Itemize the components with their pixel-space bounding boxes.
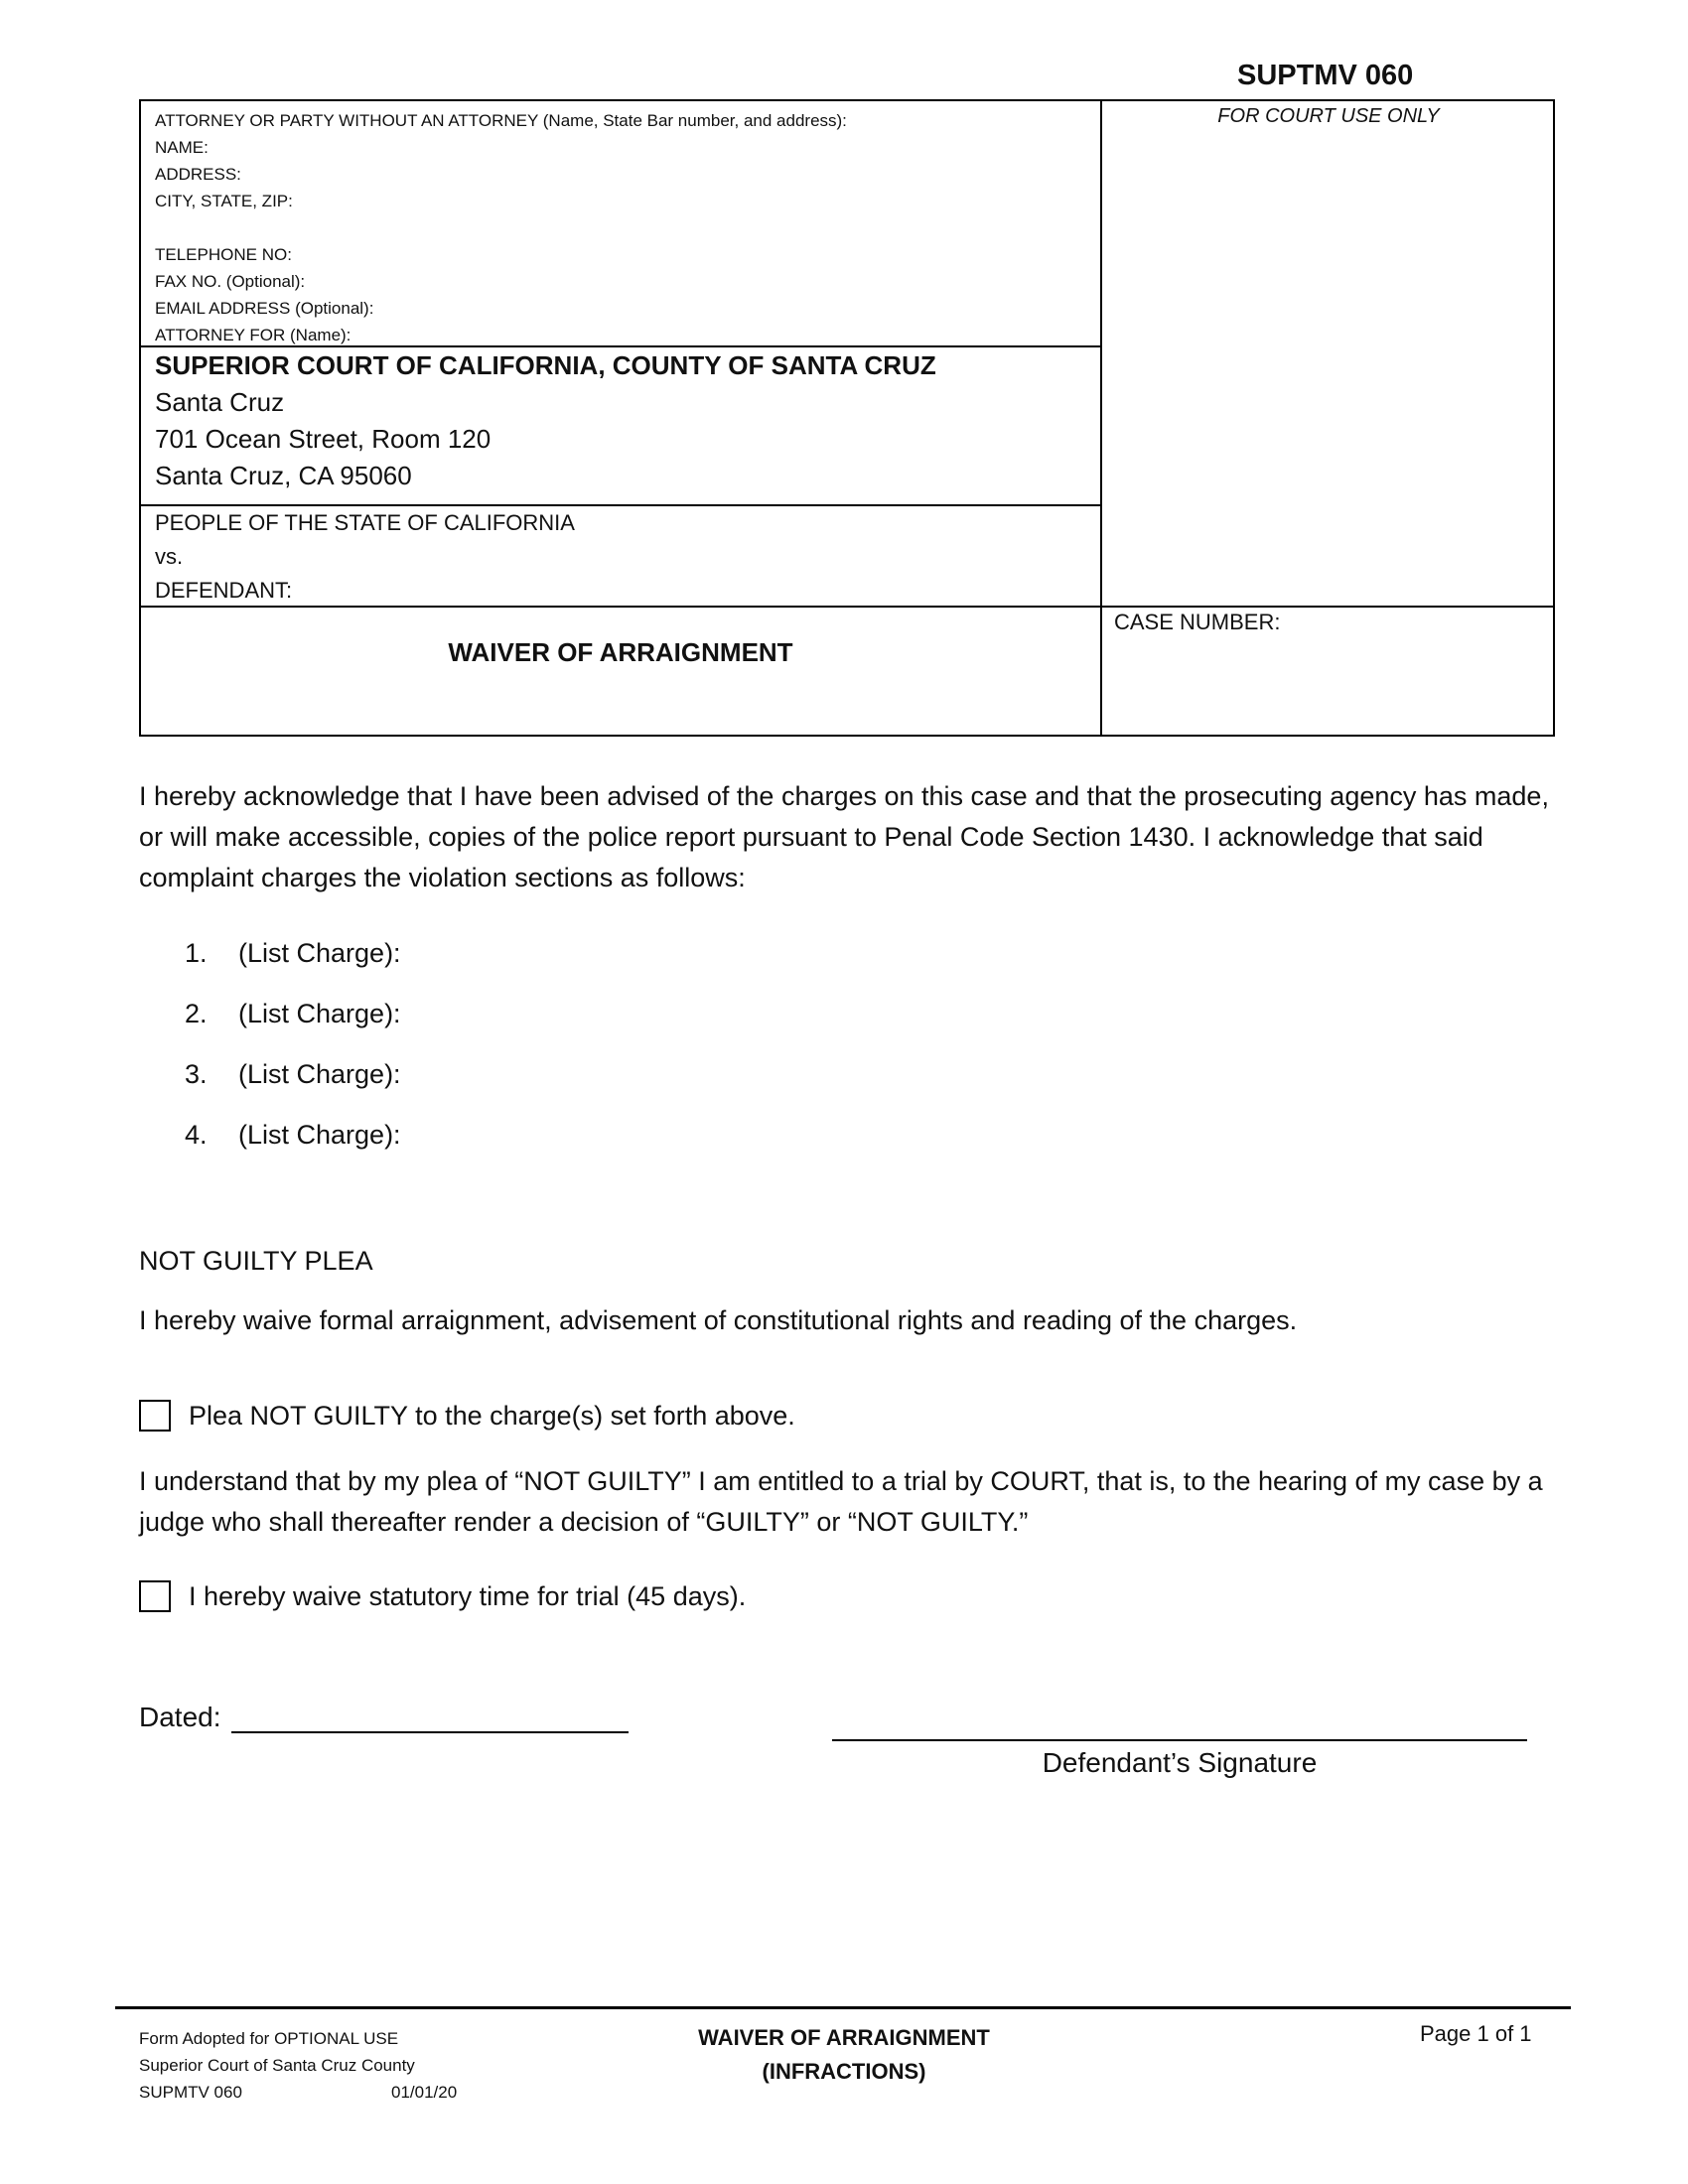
footer-adopted: Form Adopted for OPTIONAL USE xyxy=(139,2029,399,2048)
footer-court: Superior Court of Santa Cruz County xyxy=(139,2056,415,2075)
waive-time-label: I hereby waive statutory time for trial (45 days). xyxy=(189,1580,747,1611)
form-title: WAIVER OF ARRAIGNMENT xyxy=(448,637,793,667)
signature-label: Defendant’s Signature xyxy=(1042,1747,1318,1778)
footer-date: 01/01/20 xyxy=(391,2083,458,2102)
charge-label: (List Charge): xyxy=(238,999,401,1028)
court-use-label: FOR COURT USE ONLY xyxy=(1217,105,1440,127)
footer-code: SUPMTV 060 xyxy=(139,2083,242,2102)
charge-number: 3. xyxy=(185,1059,208,1089)
footer-title-line2: (INFRACTIONS) xyxy=(762,2059,926,2084)
plea-not-guilty-checkbox[interactable] xyxy=(139,1400,171,1432)
charge-label: (List Charge): xyxy=(238,938,401,968)
intro-paragraph: I hereby acknowledge that I have been advised of the charges on this case and that the prosecuting agency has made, or will make accessible, copies of the police report pursuant to Penal Code Section 1430. I acknowledge that said complaint charges the violation sections as follows: xyxy=(139,781,1549,892)
attorney-label: ATTORNEY OR PARTY WITHOUT AN ATTORNEY (Name, State Bar number, and address): xyxy=(155,111,847,130)
charge-number: 2. xyxy=(185,999,208,1028)
fax-field[interactable]: FAX NO. (Optional): xyxy=(155,272,306,291)
charge-number: 4. xyxy=(185,1120,208,1150)
waive-time-checkbox[interactable] xyxy=(139,1580,171,1612)
plaintiff: PEOPLE OF THE STATE OF CALIFORNIA xyxy=(155,510,575,535)
footer-title-line1: WAIVER OF ARRAIGNMENT xyxy=(698,2025,990,2050)
parties-block xyxy=(155,506,575,608)
court-city: Santa Cruz xyxy=(155,387,285,417)
charge-label: (List Charge): xyxy=(238,1120,401,1150)
court-name: SUPERIOR COURT OF CALIFORNIA, COUNTY OF SANTA CRUZ xyxy=(155,350,936,380)
dated-label: Dated: xyxy=(139,1702,221,1732)
name-field[interactable]: NAME: xyxy=(155,138,209,157)
form-id: SUPTMV 060 xyxy=(1237,60,1414,91)
city-state-zip-field[interactable]: CITY, STATE, ZIP: xyxy=(155,192,293,210)
caption-divider xyxy=(1100,101,1102,735)
attorney-for-field[interactable]: ATTORNEY FOR (Name): xyxy=(155,326,352,344)
charge-label: (List Charge): xyxy=(238,1059,401,1089)
address-field[interactable]: ADDRESS: xyxy=(155,165,241,184)
email-field[interactable]: EMAIL ADDRESS (Optional): xyxy=(155,299,374,318)
page-number: Page 1 of 1 xyxy=(1420,2021,1532,2046)
court-block xyxy=(155,347,936,494)
footer-info xyxy=(139,2025,457,2106)
case-number-field[interactable]: CASE NUMBER: xyxy=(1114,610,1281,634)
versus: vs. xyxy=(155,544,184,569)
waive-time-option[interactable] xyxy=(139,1580,746,1612)
list-item[interactable] xyxy=(185,1120,401,1180)
caption-box xyxy=(139,99,1555,737)
list-item[interactable] xyxy=(185,938,401,999)
charges-list xyxy=(185,938,401,1180)
section-heading: NOT GUILTY PLEA xyxy=(139,1246,373,1276)
footer-rule xyxy=(115,2006,1571,2009)
footer-title xyxy=(645,2021,1043,2089)
court-street: 701 Ocean Street, Room 120 xyxy=(155,424,492,454)
understand-paragraph: I understand that by my plea of “NOT GUILTY” I am entitled to a trial by COURT, that is, to the hearing of my case by a judge who shall thereafter render a decision of “GUILTY” or “NOT GUILTY.” xyxy=(139,1466,1543,1537)
court-city-state: Santa Cruz, CA 95060 xyxy=(155,461,412,490)
signature-line[interactable] xyxy=(832,1739,1527,1741)
waive-statement: I hereby waive formal arraignment, advisement of constitutional rights and reading of the charges. xyxy=(139,1305,1298,1335)
plea-not-guilty-label: Plea NOT GUILTY to the charge(s) set forth above. xyxy=(189,1400,795,1431)
list-item[interactable] xyxy=(185,1059,401,1120)
telephone-field[interactable]: TELEPHONE NO: xyxy=(155,245,292,264)
list-item[interactable] xyxy=(185,999,401,1059)
dated-input-line[interactable] xyxy=(231,1702,629,1733)
dated-row xyxy=(139,1702,629,1733)
charge-number: 1. xyxy=(185,938,208,968)
attorney-block xyxy=(155,107,1088,348)
defendant-field[interactable]: DEFENDANT: xyxy=(155,578,293,603)
plea-not-guilty-option[interactable] xyxy=(139,1400,795,1432)
